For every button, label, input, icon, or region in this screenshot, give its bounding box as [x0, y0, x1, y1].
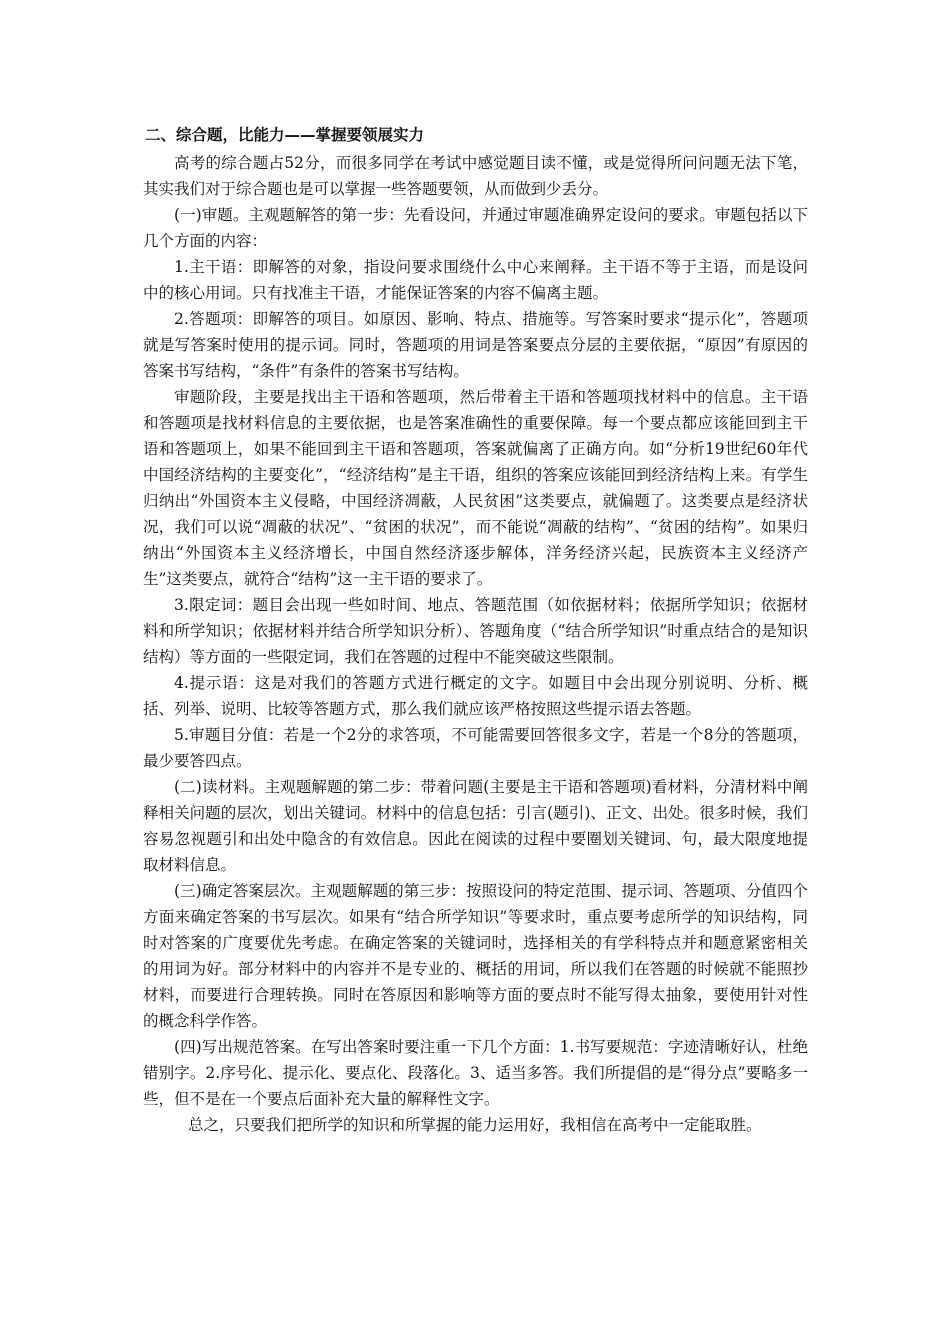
paragraph-step3-levels: (三)确定答案层次。主观题解题的第三步：按照设问的特定范围、提示词、答题项、分值四个方面来确定答案的书写层次。如果有“结合所学知识”等要求时，重点要考虑所学的知识结构，同时对答案的广度要优先考虑。在确定答案的关键词时，选择相关的有学科特点并和题意紧密相关的用词为好。部分材料中的内容并不是专业的、概括的用词，所以我们在答题的时候就不能照抄材料，而要进行合理转换。同时在答原因和影响等方面的要点时不能写得太抽象，要使用针对性的概念科学作答。 — [143, 882, 808, 1030]
paragraph-main-term: 1.主干语：即解答的对象，指设问要求围绕什么中心来阐释。主干语不等于主语，而是设问中的核心用词。只有找准主干语，才能保证答案的内容不偏离主题。 — [143, 258, 808, 302]
paragraph-step4-write: (四)写出规范答案。在写出答案时要注重一下几个方面：1.书写要规范：字迹清晰好认，杜绝错别字。2.序号化、提示化、要点化、段落化。3、适当多答。我们所提倡的是“得分点”要略多一些，但不是在一个要点后面补充大量的解释性文字。 — [143, 1038, 808, 1108]
paragraph-conclusion: 总之，只要我们把所学的知识和所掌握的能力运用好，我相信在高考中一定能取胜。 — [188, 1116, 762, 1134]
paragraph-answer-item: 2.答题项：即解答的项目。如原因、影响、特点、措施等。写答案时要求“提示化”，答题项就是写答案时使用的提示词。同时，答题项的用词是答案要点分层的主要依据，“原因”有原因的答案书写结构，“条件”有条件的答案书写结构。 — [143, 310, 808, 380]
document-page — [143, 122, 808, 1138]
paragraph-prompt-words: 4.提示语：这是对我们的答题方式进行概定的文字。如题目中会出现分别说明、分析、概括、列举、说明、比较等答题方式，那么我们就应该严格按照这些提示语去答题。 — [143, 674, 808, 718]
section-heading: 二、综合题，比能力——掌握要领展实力 — [145, 126, 425, 144]
paragraph-qualifier: 3.限定词：题目会出现一些如时间、地点、答题范围（如依据材料；依据所学知识；依据材料和所学知识；依据材料并结合所学知识分析）、答题角度（“结合所学知识”时重点结合的是知识结构）等方面的一些限定词，我们在答题的过程中不能突破这些限制。 — [143, 596, 808, 666]
paragraph-step1-review: (一)审题。主观题解答的第一步：先看设问，并通过审题准确界定设问的要求。审题包括以下几个方面的内容： — [143, 206, 808, 250]
paragraph-review-stage: 审题阶段，主要是找出主干语和答题项，然后带着主干语和答题项找材料中的信息。主干语和答题项是找材料信息的主要依据，也是答案准确性的重要保障。每一个要点都应该能回到主干语和答题项上，如果不能回到主干语和答题项，答案就偏离了正确方向。如“分析19世纪60年代中国经济结构的主要变化”，“经济结构”是主干语，组织的答案应该能回到经济结构上来。有学生归纳出“外国资本主义侵略，中国经济凋蔽，人民贫困”这类要点，就偏题了。这类要点是经济状况，我们可以说“凋蔽的状况”、“贫困的状况”，而不能说“凋蔽的结构”、“贫困的结构”。如果归纳出“外国资本主义经济增长，中国自然经济逐步解体，洋务经济兴起，民族资本主义经济产生”这类要点，就符合“结构”这一主干语的要求了。 — [143, 388, 808, 588]
paragraph-score-value: 5.审题目分值：若是一个2分的求答项，不可能需要回答很多文字，若是一个8分的答题项，最少要答四点。 — [143, 726, 808, 770]
paragraph-step2-read: (二)读材料。主观题解题的第二步：带着问题(主要是主干语和答题项)看材料，分清材料中阐释相关问题的层次，划出关键词。材料中的信息包括：引言(题引)、正文、出处。很多时候，我们容易忽视题引和出处中隐含的有效信息。因此在阅读的过程中要圈划关键词、句，最大限度地提取材料信息。 — [143, 778, 808, 874]
paragraph-intro: 高考的综合题占52分，而很多同学在考试中感觉题目读不懂，或是觉得所问问题无法下笔，其实我们对于综合题也是可以掌握一些答题要领，从而做到少丢分。 — [143, 154, 808, 198]
